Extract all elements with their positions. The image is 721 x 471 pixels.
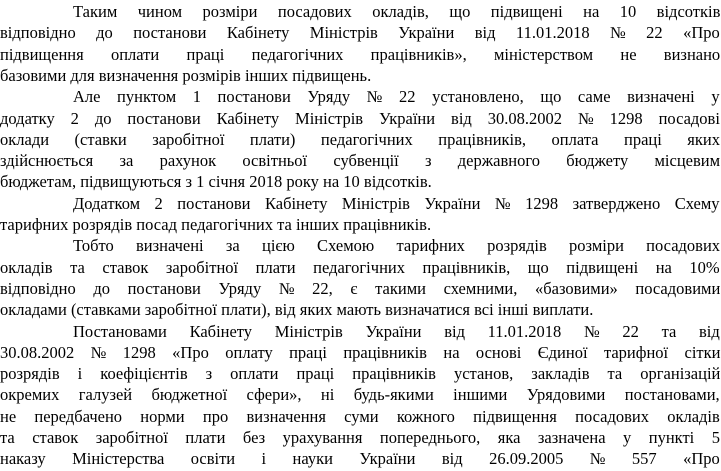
text-line: та ставок заробітної плати без урахування попереднього, яка зазначена у пункті 5: [0, 428, 721, 447]
text-line: не передбачено норми про визначення суми кожного підвищення посадових окладів: [0, 406, 720, 426]
text-line: розрядів і коефіцієнтів з оплати праці працівників установ, закладів та організацій: [0, 364, 721, 384]
text-line: Таким чином розміри посадових окладів, що підвищені на 10 відсотків: [73, 2, 721, 21]
text-line: додатку 2 до постанови Кабінету Міністрів України від 30.08.2002 № 1298 посадові: [0, 108, 720, 128]
text-line: базовими для визначення розмірів інших підвищень.: [0, 65, 372, 85]
text-line: тарифних розрядів посад педагогічних та інших працівників.: [0, 215, 432, 234]
text-line: підвищення оплати праці педагогічних працівників», міністерством не визнано: [0, 44, 721, 64]
text-line: відповідно до постанови Уряду № 22, є такими схемними, «базовими» посадовими: [0, 278, 721, 298]
text-line: здійснюється за рахунок освітньої субвенції з державного бюджету місцевим: [0, 151, 721, 171]
text-line: 30.08.2002 № 1298 «Про оплату праці працівників на основі Єдиної тарифної сітки: [0, 342, 721, 362]
text-line: наказу Міністерства освіти і науки України від 26.09.2005 № 557 «Про: [0, 449, 720, 469]
text-line: Тобто визначені за цією Схемою тарифних розрядів розміри посадових: [73, 236, 721, 256]
text-line: Додатком 2 постанови Кабінету Міністрів України № 1298 затверджено Схему: [73, 193, 720, 213]
text-line: бюджетам, підвищуються з 1 січня 2018 року на 10 відсотків.: [0, 172, 432, 192]
text-line: окладами (ставками заробітної плати), від яких мають визначатися всі інші виплати.: [0, 300, 594, 320]
text-line: окладів та ставок заробітної плати педагогічних працівників, що підвищені на 10%: [0, 257, 720, 277]
text-line: відповідно до постанови Кабінету Міністрів України від 11.01.2018 № 22 «Про: [0, 23, 720, 43]
text-line: Постановами Кабінету Міністрів України від 11.01.2018 № 22 та від: [73, 321, 720, 341]
text-line: оклади (ставки заробітної плати) педагогічних працівників, оплата праці яких: [0, 129, 720, 149]
text-line: Але пунктом 1 постанови Уряду № 22 установлено, що саме визначені у: [73, 87, 720, 107]
text-line: окремих галузей бюджетної сфери», ні будь-якими іншими Урядовими постановами,: [0, 385, 720, 405]
